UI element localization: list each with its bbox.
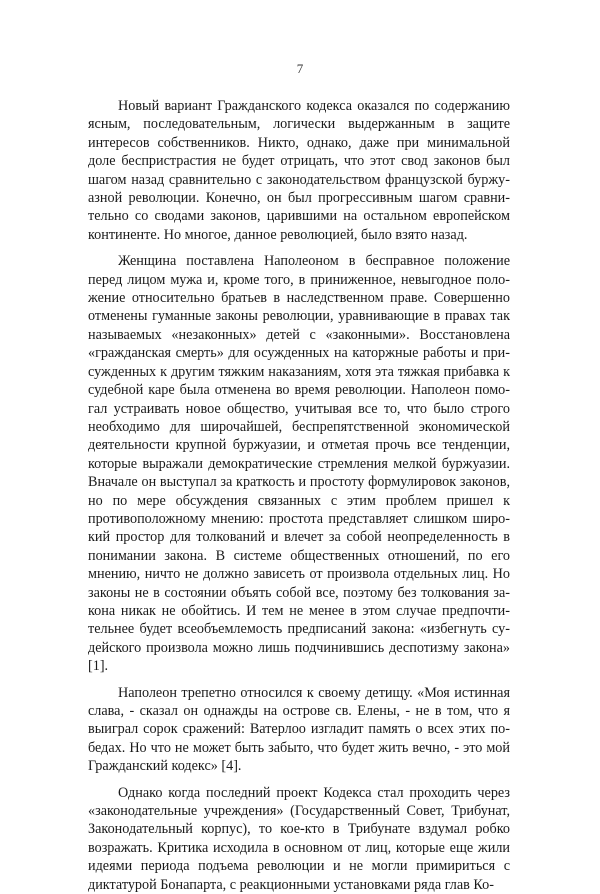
paragraph-civil-code: Новый вариант Гражданского кодекса оказался по содержанию ясным, последовательным, логически выдержанным в защите интересов собственников. Никто, однако, даже при минимальной доле беспристрастия не будет отрицать, что этот свод законов был шагом назад сравнительно с законодательством французской буржуазной революции. Конечно, он был прогрессивным шагом сравнительно со сводами законов, царившими на остальном европейском континенте. Но многое, данное революцией, было взято назад. <box>88 98 510 243</box>
paragraph-napoleon-quote: Наполеон трепетно относился к своему детищу. «Моя истинная слава, - сказал он однажды на острове св. Елены, - не в том, что я выиграл сорок сражений: Ватерлоо изгладит память о всех этих победах. Но что не может быть забыто, что будет жить вечно, - это мой Гражданский кодекс» [4]. <box>88 684 510 775</box>
paragraph-tribunate: Однако когда последний проект Кодекса стал проходить через «законодательные учреждения» (Государственный Совет, Трибунат, Законодательный корпус), то кое-кто в Трибунате вздумал робко возражать. Критика исходила в основном от лиц, которые еще жили идеями периода подъема революции и не могли примириться с диктатурой Бонапарта, с реакционными установками ряда глав Ко- <box>88 784 510 893</box>
paragraph-women-rights: Женщина поставлена Наполеоном в бесправное положение перед лицом мужа и, кроме того, в приниженное, невыгодное положение относительно братьев в наследственном праве. Совершенно отменены гуманные законы революции, уравнивающие в правах так называемых «незаконных» детей с «законными». Восстановлена «гражданская смерть» для осужденных на каторжные работы и присужденных к другим тяжким наказаниям, хотя эта тяжкая прибавка к судебной каре была отменена во время революции. Наполеон помогал устраивать новое общество, учитывая все то, что было строго необходимо для широчайшей, беспрепятственной экономической деятельности крупной буржуазии, и отметая прочь все тенденции, которые выражали демократические стремления мелкой буржуазии. Вначале он выступал за краткость и простоту формулировок законов, но по мере обсуждения связанных с этим проблем пришел к противоположному мнению: простота представляет слишком широкий простор для толкований и влечет за собой неопределенность в понимании закона. В системе общественных отношений, по его мнению, ничто не должно зависеть от произвола отдельных лиц. Но законы не в состоянии объять собой все, поэтому без толкования закона никак не обойтись. И тем не менее в этом случае предпочтительнее будет всеобъемлемость предписаний закона: «избегнуть судейского произвола можно лишь подчинившись деспотизму закона» [1]. <box>88 253 510 675</box>
page-number: 7 <box>296 61 304 76</box>
body-text <box>88 97 510 894</box>
